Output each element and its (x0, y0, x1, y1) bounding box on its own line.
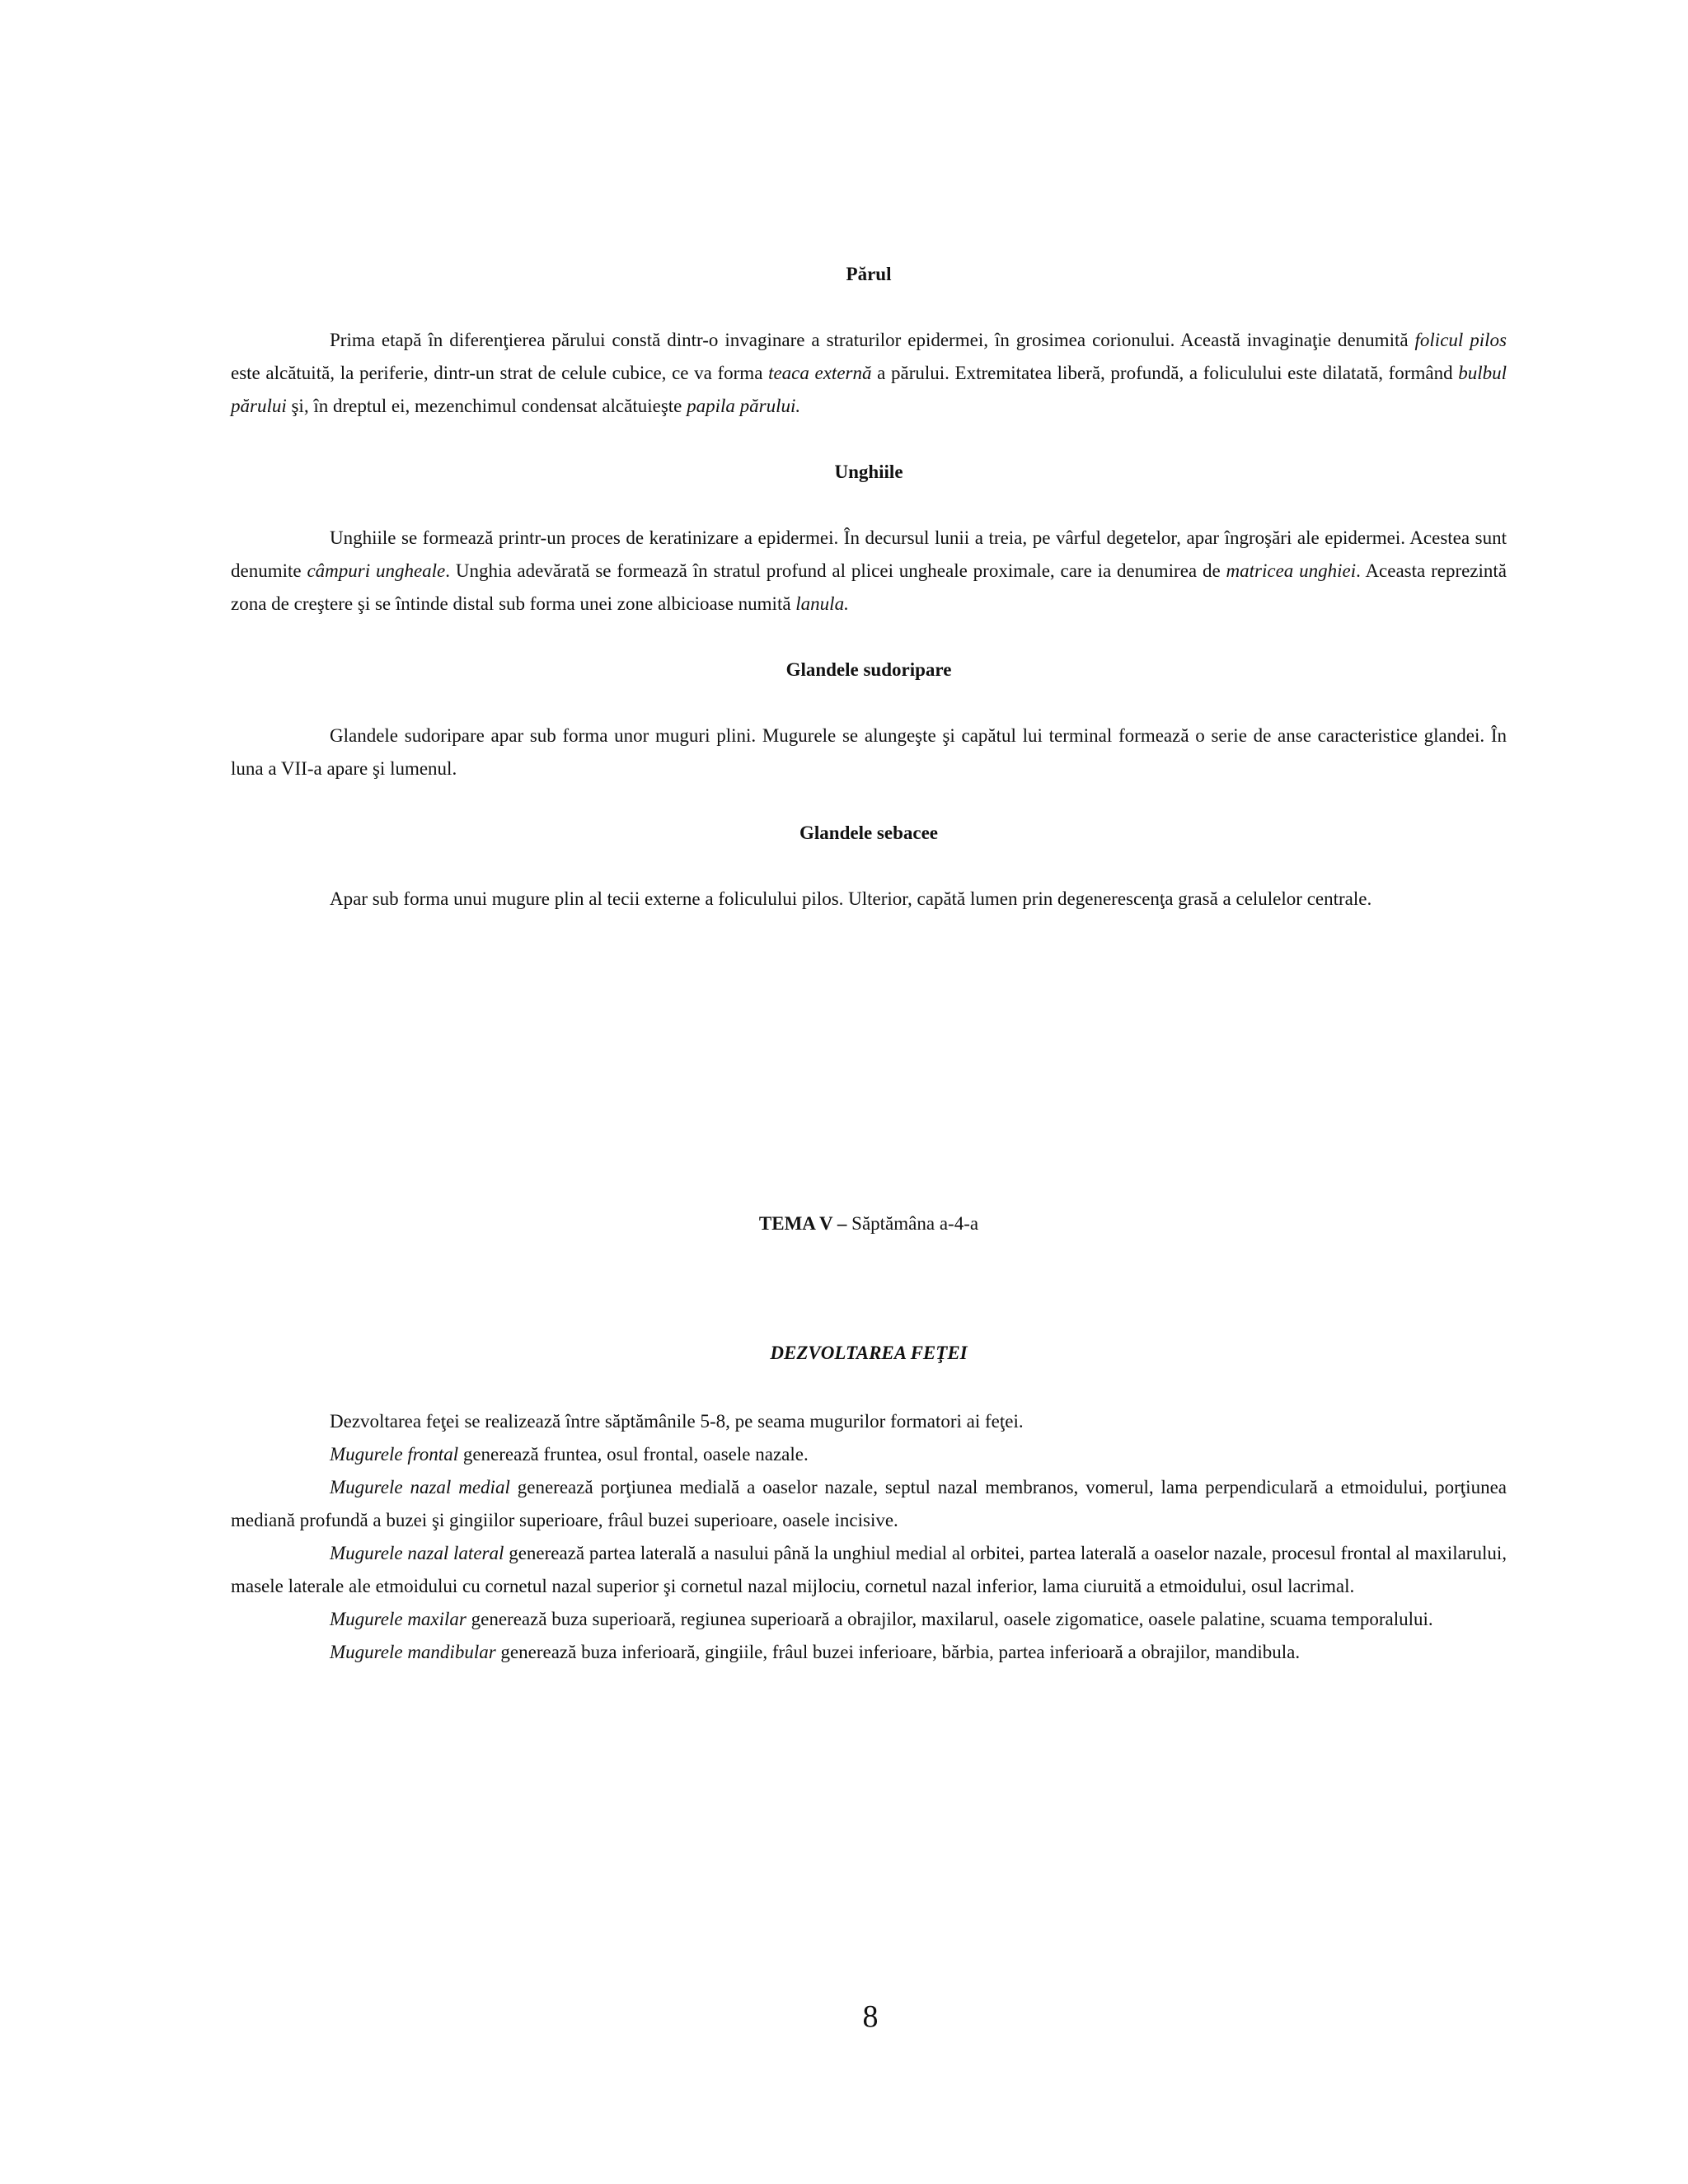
italic-term: teaca externă (768, 363, 872, 383)
paragraph-parul (231, 324, 1507, 423)
italic-term: Mugurele nazal medial (330, 1477, 510, 1497)
italic-term: câmpuri ungheale (307, 560, 446, 581)
paragraph-sebacee (231, 883, 1507, 916)
text-span: şi, în dreptul ei, mezenchimul condensat alcătuieşte (286, 396, 687, 416)
tema-label: TEMA V – (758, 1213, 847, 1234)
text-span: Unghiile se formează printr-un proces de keratinizare a epidermei. În decursul lunii a treia, pe vârful degetelor, apar îngroşări ale epidermei. Acestea sunt denumite (231, 527, 1507, 581)
text-span: . Unghia adevărată se formează în stratul profund al plicei ungheale proximale, care ia denumirea de (445, 560, 1226, 581)
text-span: generează partea laterală a nasului până la unghiul medial al orbitei, partea laterală a oaselor nazale, procesul frontal al maxilarului, masele laterale ale etmoidului cu cornetul nazal superior şi cornetul nazal mijlociu, cornetul nazal inferior, lama ciuruită a etmoidului, osul lacrimal. (231, 1543, 1507, 1596)
paragraph-sudoripare (231, 719, 1507, 785)
text-span: este alcătuită, la periferie, dintr-un strat de celule cubice, ce va forma (231, 363, 769, 383)
paragraph-sudoripare-text: Glandele sudoripare apar sub forma unor muguri plini. Mugurele se alungeşte şi capătul lui terminal formează o serie de anse caracteristice glandei. În luna a VII-a apare şi lumenul. (231, 725, 1507, 779)
dezvoltarea-body (231, 1405, 1507, 1669)
italic-term: folicul pilos (1414, 330, 1507, 350)
section-title-dezvoltarea-fetei: DEZVOLTAREA FEŢEI (770, 1343, 968, 1363)
tema-heading (231, 1212, 1507, 1236)
dezvoltarea-intro: Dezvoltarea feţei se realizează între săptămânile 5-8, pe seama mugurilor formatori ai feţei. (330, 1411, 1024, 1432)
list-item (231, 1537, 1507, 1603)
tema-week: Săptămâna a-4-a (846, 1213, 979, 1234)
list-item (231, 1471, 1507, 1537)
heading-glandele-sebacee: Glandele sebacee (799, 823, 938, 843)
italic-term: lanula. (795, 593, 849, 614)
list-item (231, 1438, 1507, 1471)
paragraph-unghiile-text (231, 522, 1507, 621)
text-span: generează buza superioară, regiunea superioară a obrajilor, maxilarul, oasele zigomatice, oasele palatine, scuama temporalului. (466, 1609, 1433, 1629)
text-span: generează fruntea, osul frontal, oasele nazale. (458, 1444, 809, 1465)
heading-parul: Părul (846, 264, 892, 284)
italic-term: papila părului. (687, 396, 801, 416)
paragraph-sebacee-text: Apar sub forma unui mugure plin al tecii externe a foliculului pilos. Ulterior, capătă lumen prin degenerescenţa grasă a celulelor centrale. (330, 888, 1372, 909)
text-span: . Aceasta reprezintă zona de creştere şi se întinde distal sub forma unei zone albicioase numită (231, 560, 1507, 614)
italic-term: matricea unghiei (1226, 560, 1357, 581)
paragraph-parul-text (231, 324, 1507, 423)
italic-term: bulbul părului (231, 363, 1507, 416)
italic-term: Mugurele mandibular (330, 1642, 496, 1662)
paragraph-unghiile (231, 522, 1507, 621)
text-span: Prima etapă în diferenţierea părului constă dintr-o invaginare a straturilor epidermei, în grosimea corionului. Această invaginaţie denumită (330, 330, 1415, 350)
text-span: generează buza inferioară, gingiile, frâul buzei inferioare, bărbia, partea inferioară a obrajilor, mandibula. (495, 1642, 1301, 1662)
page-number: 8 (862, 1999, 879, 2034)
heading-glandele-sudoripare: Glandele sudoripare (785, 659, 952, 680)
italic-term: Mugurele nazal lateral (330, 1543, 504, 1563)
text-span: a părului. Extremitatea liberă, profundă, a foliculului este dilatată, formând (871, 363, 1459, 383)
heading-unghiile: Unghiile (834, 462, 903, 482)
list-item (231, 1636, 1507, 1669)
text-span: generează porţiunea medială a oaselor nazale, septul nazal membranos, vomerul, lama perpendiculară a etmoidului, porţiunea mediană profundă a buzei şi gingiilor superioare, frâul buzei superioare, oasele incisive. (231, 1477, 1507, 1530)
italic-term: Mugurele maxilar (330, 1609, 467, 1629)
italic-term: Mugurele frontal (330, 1444, 459, 1465)
list-item (231, 1603, 1507, 1636)
